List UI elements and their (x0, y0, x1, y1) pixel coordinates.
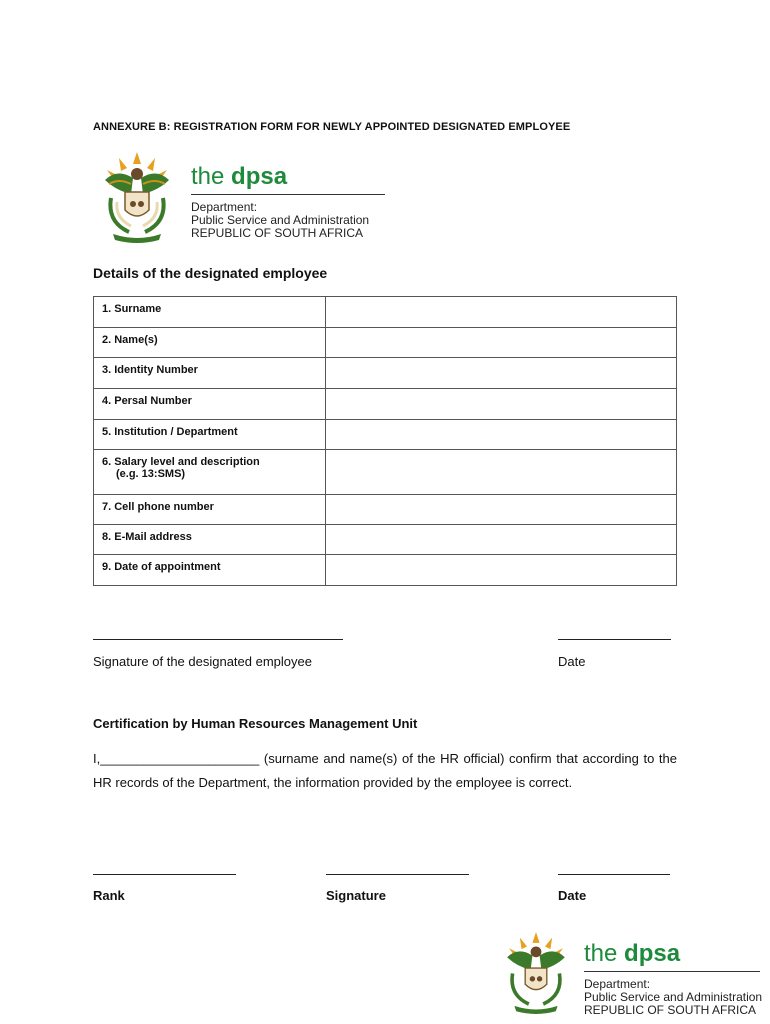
table-row (94, 450, 677, 495)
institution-field[interactable] (326, 420, 677, 450)
dept-line-2: Public Service and Administration (584, 990, 763, 1004)
table-row (94, 555, 677, 586)
table-row (94, 358, 677, 389)
dpsa-logo (97, 150, 385, 245)
table-row (94, 495, 677, 525)
row-label-names: 2. Name(s) (94, 328, 326, 358)
table-row (94, 420, 677, 450)
rank-line[interactable] (93, 874, 236, 875)
salary-label-line2: (e.g. 13:SMS) (116, 468, 186, 480)
row-label-surname: 1. Surname (94, 297, 326, 328)
hr-date-line[interactable] (558, 874, 670, 875)
coat-of-arms-icon (500, 927, 572, 1019)
employee-date-label: Date (558, 654, 586, 669)
salary-label-line1: 6. Salary level and description (102, 456, 260, 468)
dept-line-2: Public Service and Administration (191, 213, 370, 227)
email-field[interactable] (326, 525, 677, 555)
dept-line-3: REPUBLIC OF SOUTH AFRICA (584, 1003, 757, 1017)
row-label-institution: 5. Institution / Department (94, 420, 326, 450)
hr-date-label: Date (558, 888, 587, 903)
cell-phone-field[interactable] (326, 495, 677, 525)
employee-date-line[interactable] (558, 639, 671, 640)
dept-line-1: Department: (584, 977, 651, 991)
annexure-title: ANNEXURE B: REGISTRATION FORM FOR NEWLY APPOINTED DESIGNATED EMPLOYEE (93, 121, 571, 133)
row-label-persal-number: 4. Persal Number (94, 389, 326, 420)
dpsa-footer-logo (500, 927, 762, 1019)
employee-signature-line[interactable] (93, 639, 343, 640)
rank-label: Rank (93, 888, 125, 903)
table-row (94, 525, 677, 555)
table-row (94, 389, 677, 420)
row-label-salary-level (94, 450, 326, 495)
certification-title: Certification by Human Resources Management Unit (93, 716, 418, 731)
identity-number-field[interactable] (326, 358, 677, 389)
salary-level-field[interactable] (326, 450, 677, 495)
dept-line-3: REPUBLIC OF SOUTH AFRICA (191, 226, 364, 240)
dept-line-1: Department: (191, 200, 258, 214)
table-row (94, 328, 677, 358)
row-label-email: 8. E-Mail address (94, 525, 326, 555)
brand-wordmark: the dpsa (584, 940, 681, 967)
employee-details-table (93, 296, 677, 586)
coat-of-arms-icon (97, 150, 177, 245)
hr-signature-line[interactable] (326, 874, 469, 875)
row-label-identity-number: 3. Identity Number (94, 358, 326, 389)
hr-signature-label: Signature (326, 888, 386, 903)
row-label-cell-phone: 7. Cell phone number (94, 495, 326, 525)
details-section-title: Details of the designated employee (93, 265, 328, 281)
certification-statement: I,______________________ (surname and name(s) of the HR official) confirm that according to the HR records of the Department, the information provided by the employee is correct. (93, 751, 677, 790)
persal-number-field[interactable] (326, 389, 677, 420)
names-field[interactable] (326, 328, 677, 358)
date-of-appointment-field[interactable] (326, 555, 677, 586)
surname-field[interactable] (326, 297, 677, 328)
row-label-date-of-appointment: 9. Date of appointment (94, 555, 326, 586)
employee-signature-label: Signature of the designated employee (93, 654, 312, 669)
table-row (94, 297, 677, 328)
brand-wordmark: the dpsa (191, 163, 288, 190)
